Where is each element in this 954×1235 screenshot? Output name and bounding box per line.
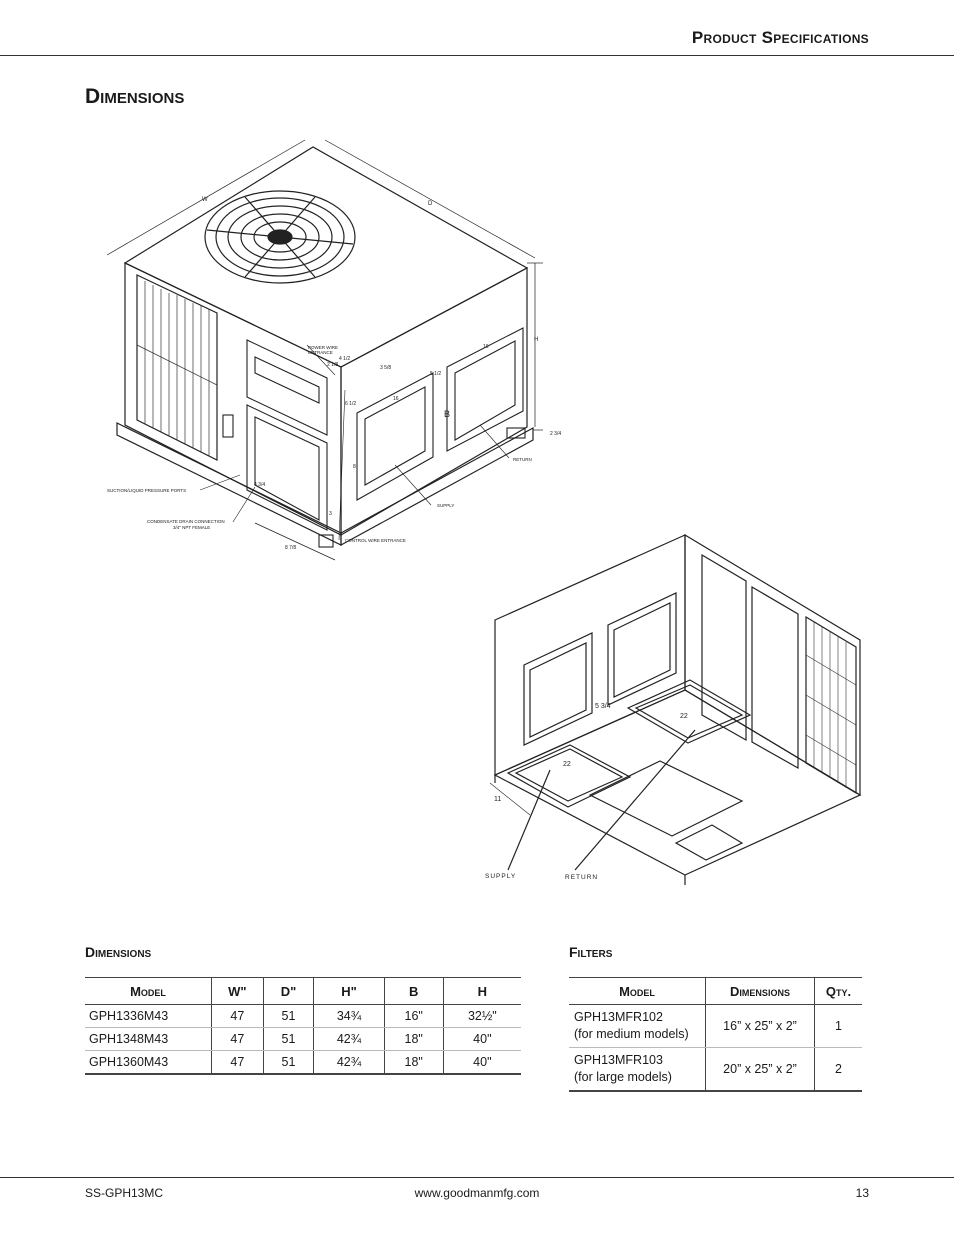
dim-w-label: W xyxy=(202,197,208,203)
footer-page-number: 13 xyxy=(855,1186,869,1200)
dim-6-1-2: 6 1/2 xyxy=(345,401,357,407)
filters-table xyxy=(569,977,862,1092)
filters-table-title: Filters xyxy=(569,944,613,960)
cell-model xyxy=(569,1005,706,1048)
power-wire-label: POWER WIRE xyxy=(308,345,338,350)
dim-4-3-4: 4 3/4 xyxy=(254,482,266,488)
table-row xyxy=(85,1051,521,1075)
col-w: W" xyxy=(212,978,264,1005)
table-row xyxy=(85,1005,521,1028)
bottom-supply-label: SUPPLY xyxy=(485,873,517,880)
col-qty: Qty. xyxy=(815,978,863,1005)
cell-dimensions: 20” x 25” x 2” xyxy=(706,1048,815,1092)
cell-model: GPH1360M43 xyxy=(85,1051,212,1075)
col-d: D" xyxy=(263,978,314,1005)
dim-4-1-2: 4 1/2 xyxy=(339,356,351,362)
dim-22-return: 22 xyxy=(680,713,688,720)
dim-8-7-8: 8 7/8 xyxy=(285,545,297,551)
filter-model-note: (for large models) xyxy=(574,1070,672,1084)
control-wire-label: CONTROL WIRE ENTRANCE xyxy=(345,538,406,543)
col-dimensions: Dimensions xyxy=(706,978,815,1005)
table-row xyxy=(569,1005,862,1048)
cell-b: 18" xyxy=(384,1051,443,1075)
dim-16: 16 xyxy=(393,396,399,402)
header-title: Product Specifications xyxy=(691,28,869,47)
cell-h: 34¾ xyxy=(314,1005,384,1028)
power-wire-label-2: ENTRANCE xyxy=(308,350,333,355)
dim-h-label: H xyxy=(534,337,539,343)
table-row xyxy=(85,1028,521,1051)
cell-h: 42¾ xyxy=(314,1051,384,1075)
dim-b-label: B xyxy=(444,409,451,419)
col-model: Model xyxy=(569,978,706,1005)
section-title: Dimensions xyxy=(85,85,185,108)
condensate-drain-npt-label: 3/4" NPT FEMALE xyxy=(173,525,211,530)
col-b: B xyxy=(384,978,443,1005)
header-divider xyxy=(0,55,954,56)
cell-model xyxy=(569,1048,706,1092)
supply-label: SUPPLY xyxy=(437,503,455,508)
cell-d: 51 xyxy=(263,1005,314,1028)
footer-website: www.goodmanmfg.com xyxy=(414,1186,540,1200)
table-row xyxy=(569,1048,862,1092)
dim-3: 3 xyxy=(329,511,332,517)
cell-b: 16" xyxy=(384,1005,443,1028)
dim-8: 8 xyxy=(353,464,356,470)
table-header-row xyxy=(85,978,521,1005)
bottom-return-label: RETURN xyxy=(565,874,599,881)
condensate-drain-label: CONDENSATE DRAIN CONNECTION xyxy=(147,519,225,524)
unit-dimension-drawing xyxy=(95,135,565,575)
dim-5-3-4: 5 3/4 xyxy=(595,703,611,710)
dim-22-supply: 22 xyxy=(563,761,571,768)
col-model: Model xyxy=(85,978,212,1005)
cell-h: 42¾ xyxy=(314,1028,384,1051)
dim-d-label: D xyxy=(428,201,433,207)
cell-d: 51 xyxy=(263,1028,314,1051)
suction-ports-label: SUCTION/LIQUID PRESSURE PORTS xyxy=(107,488,187,493)
cell-h2: 32½" xyxy=(443,1005,521,1028)
dim-16-b: 16 xyxy=(483,344,489,350)
filter-model-note: (for medium models) xyxy=(574,1027,689,1041)
cell-dimensions: 16” x 25” x 2” xyxy=(706,1005,815,1048)
base-openings-drawing xyxy=(480,525,875,885)
dim-2-3-4: 2 3/4 xyxy=(550,431,562,437)
return-label: RETURN xyxy=(513,457,532,462)
footer-divider xyxy=(0,1177,954,1178)
cell-model: GPH1348M43 xyxy=(85,1028,212,1051)
cell-d: 51 xyxy=(263,1051,314,1075)
cell-b: 18" xyxy=(384,1028,443,1051)
cell-qty: 2 xyxy=(815,1048,863,1092)
cell-h2: 40" xyxy=(443,1051,521,1075)
filter-model: GPH13MFR102 xyxy=(574,1010,663,1024)
filter-model: GPH13MFR103 xyxy=(574,1053,663,1067)
dim-11: 11 xyxy=(494,796,502,803)
cell-h2: 40" xyxy=(443,1028,521,1051)
dimensions-table-title: Dimensions xyxy=(85,944,152,960)
dim-5-1-2: 5 1/2 xyxy=(430,371,442,377)
cell-w: 47 xyxy=(212,1051,264,1075)
cell-w: 47 xyxy=(212,1028,264,1051)
table-header-row xyxy=(569,978,862,1005)
dimensions-table xyxy=(85,977,521,1075)
cell-w: 47 xyxy=(212,1005,264,1028)
col-h2: H xyxy=(443,978,521,1005)
dim-3-5-8: 3 5/8 xyxy=(380,365,392,371)
col-h: H" xyxy=(314,978,384,1005)
footer-doc-id: SS-GPH13MC xyxy=(85,1186,164,1200)
cell-qty: 1 xyxy=(815,1005,863,1048)
cell-model: GPH1336M43 xyxy=(85,1005,212,1028)
dim-2-1-8: 2 1/8 xyxy=(327,362,339,368)
